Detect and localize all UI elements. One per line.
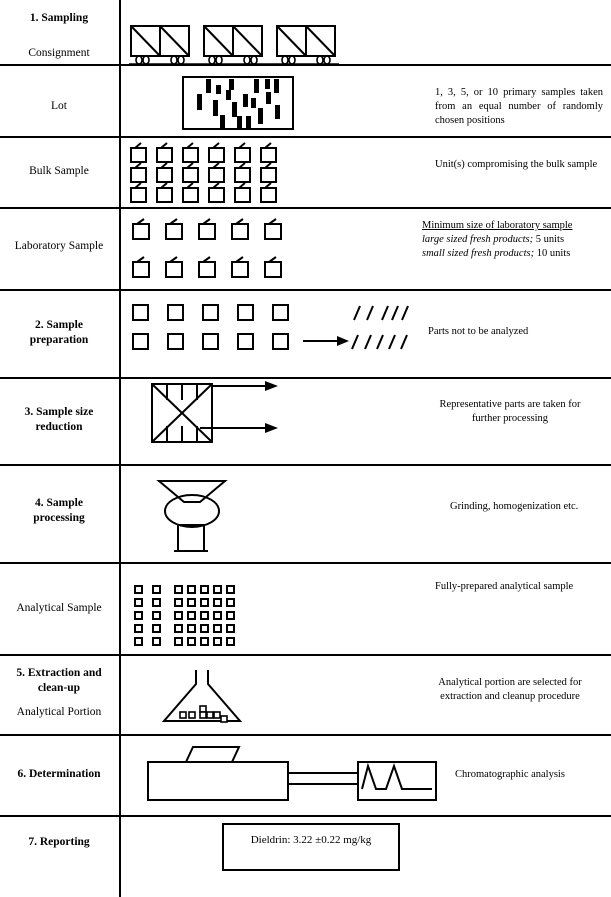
laboratory-sample-note-title: Minimum size of laboratory sample	[422, 220, 573, 231]
sample-size-reduction-note	[412, 398, 608, 426]
flask-icon	[158, 668, 252, 724]
row-label-lot: Lot	[51, 100, 67, 112]
row-label-sample-size-reduction-line1: 3. Sample size	[24, 406, 94, 418]
row-divider	[0, 562, 611, 564]
row-label-sampling: 1. Sampling	[29, 12, 89, 24]
lab-large-label: large sized fresh products;	[422, 234, 534, 245]
row-divider	[0, 136, 611, 138]
bulk-sample-note: Unit(s) compromising the bulk sample	[435, 159, 598, 170]
lot-note: 1, 3, 5, or 10 primary samples taken from an equal number of randomly chosen positions	[435, 87, 603, 126]
row-label-sample-processing-line2: processing	[33, 512, 85, 524]
grinder-icon	[152, 478, 242, 556]
row-divider	[0, 464, 611, 466]
row-label-reporting: 7. Reporting	[28, 836, 90, 848]
sample-preparation-note: Parts not to be analyzed	[428, 326, 529, 337]
sample-preparation-icon	[132, 303, 412, 351]
extraction-note-line1: Analytical portion are selected for	[438, 677, 582, 688]
lab-small-label: small sized fresh products;	[422, 248, 535, 259]
row-divider	[0, 654, 611, 656]
consignment-train-icon	[129, 24, 339, 64]
bulk-sample-bags-icon	[131, 143, 291, 203]
row-label-analytical-portion: Analytical Portion	[16, 706, 102, 718]
determination-note: Chromatographic analysis	[455, 769, 565, 780]
lab-large-value: 5 units	[535, 234, 565, 245]
row-label-bulk-sample: Bulk Sample	[29, 165, 89, 177]
row-label-sample-preparation-line1: 2. Sample	[35, 319, 83, 331]
chromatograph-icon	[146, 744, 446, 804]
row-divider	[0, 734, 611, 736]
laboratory-sample-note	[422, 219, 608, 261]
row-label-sample-processing-line1: 4. Sample	[35, 497, 83, 509]
row-label-extraction-line2: clean-up	[37, 682, 81, 694]
sample-size-reduction-note-line1: Representative parts are taken for	[439, 399, 581, 410]
row-divider	[0, 289, 611, 291]
sample-size-reduction-icon	[150, 382, 310, 446]
row-label-consignment: Consignment	[28, 47, 90, 59]
analytical-sample-note: Fully-prepared analytical sample	[435, 581, 574, 592]
sample-processing-note: Grinding, homogenization etc.	[450, 501, 579, 512]
laboratory-sample-bags-icon	[133, 219, 283, 281]
analytical-sample-grid-icon	[134, 585, 244, 647]
row-label-extraction-line1: 5. Extraction and	[16, 667, 102, 679]
extraction-note-line2: extraction and cleanup procedure	[440, 691, 580, 702]
report-box-icon	[222, 823, 400, 871]
lot-box-icon	[182, 76, 294, 130]
row-label-laboratory-sample: Laboratory Sample	[14, 240, 104, 252]
row-divider	[0, 207, 611, 209]
laboratory-sample-note-large	[422, 233, 608, 247]
row-divider	[0, 377, 611, 379]
row-label-determination: 6. Determination	[17, 768, 101, 780]
laboratory-sample-note-small	[422, 247, 608, 261]
row-label-sample-size-reduction-line2: reduction	[35, 421, 83, 433]
extraction-note	[412, 676, 608, 704]
row-divider	[0, 815, 611, 817]
row-label-analytical-sample: Analytical Sample	[16, 602, 102, 614]
report-result-text: Dieldrin: 3.22 ±0.22 mg/kg	[250, 834, 372, 846]
column-divider	[119, 0, 121, 897]
row-label-sample-preparation-line2: preparation	[29, 334, 89, 346]
lab-small-value: 10 units	[536, 248, 571, 259]
sample-size-reduction-note-line2: further processing	[471, 413, 549, 424]
